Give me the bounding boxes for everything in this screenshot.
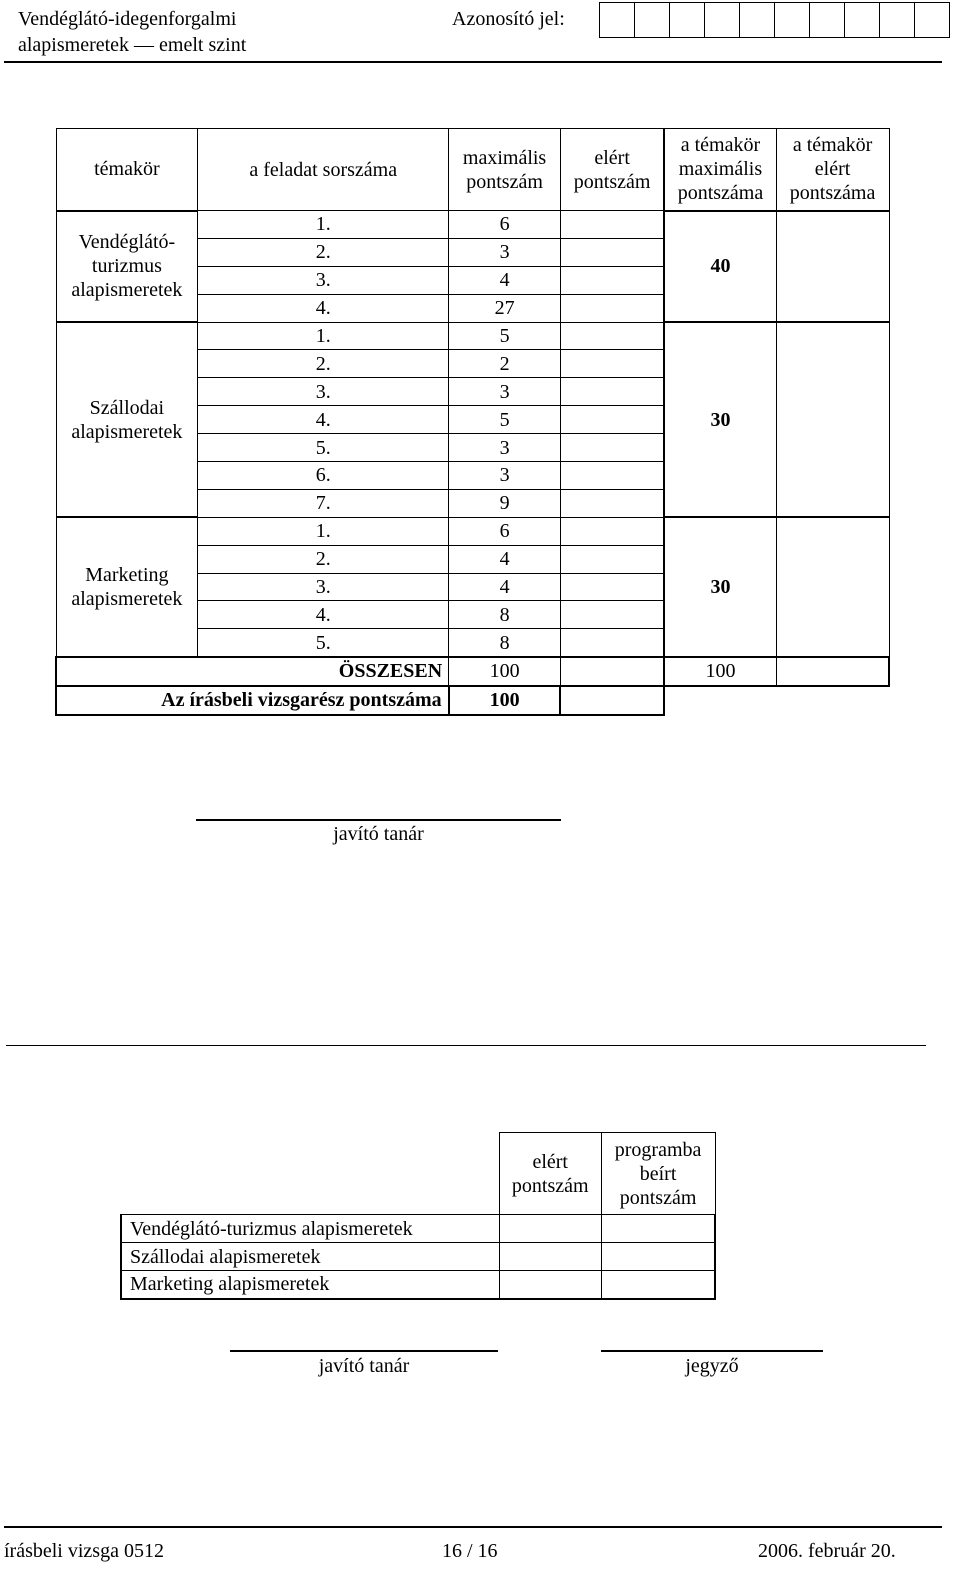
task-max-points: 3: [449, 238, 561, 266]
summary-header-empty: [121, 1133, 499, 1215]
task-max-points: 9: [449, 489, 561, 517]
summary-achieved-cell[interactable]: [499, 1243, 601, 1271]
id-box[interactable]: [739, 2, 775, 38]
signature-line-1: [196, 819, 561, 821]
id-boxes: [600, 2, 950, 38]
signature-line-clerk: [601, 1350, 823, 1352]
signature-label-clerk: jegyző: [685, 1355, 739, 1377]
task-achieved-points[interactable]: [560, 350, 664, 378]
header-topic-achieved: a témakör elért pontszáma: [776, 129, 889, 211]
task-number: 4.: [198, 601, 449, 629]
task-max-points: 6: [449, 517, 561, 545]
score-table: [55, 128, 890, 716]
header-task-no: a feladat sorszáma: [198, 129, 449, 211]
total-topic-max: 100: [664, 657, 776, 686]
id-box[interactable]: [879, 2, 915, 38]
task-max-points: 5: [449, 322, 561, 350]
written-label: Az írásbeli vizsgarész pontszáma: [56, 686, 449, 715]
topic-name: Szállodai alapismeretek: [56, 322, 198, 517]
topic-max-points: 30: [664, 517, 776, 656]
id-label: Azonosító jel:: [452, 8, 565, 30]
written-max: 100: [449, 686, 561, 715]
footer-left: írásbeli vizsga 0512: [4, 1540, 164, 1562]
summary-row-label: Vendéglátó-turizmus alapismeretek: [121, 1215, 499, 1243]
header-title: [18, 6, 246, 58]
footer-page: 16 / 16: [442, 1540, 498, 1562]
signature-line-corrector: [230, 1350, 498, 1352]
task-max-points: 3: [449, 462, 561, 490]
task-max-points: 4: [449, 266, 561, 294]
task-achieved-points[interactable]: [560, 462, 664, 490]
topic-max-points: 30: [664, 322, 776, 517]
footer-date: 2006. február 20.: [758, 1540, 896, 1562]
topic-name: Vendéglátó-turizmus alapismeretek: [56, 211, 198, 323]
header-achieved: elért pontszám: [560, 129, 664, 211]
section-divider: [6, 1045, 926, 1046]
task-max-points: 3: [449, 434, 561, 462]
task-achieved-points[interactable]: [560, 545, 664, 573]
header-topic-max: a témakör maximális pontszáma: [664, 129, 776, 211]
task-achieved-points[interactable]: [560, 238, 664, 266]
id-box[interactable]: [914, 2, 950, 38]
id-box[interactable]: [844, 2, 880, 38]
task-max-points: 8: [449, 601, 561, 629]
task-achieved-points[interactable]: [560, 406, 664, 434]
task-number: 1.: [198, 322, 449, 350]
table-row: [56, 322, 889, 350]
id-box[interactable]: [809, 2, 845, 38]
task-achieved-points[interactable]: [560, 322, 664, 350]
summary-table: [120, 1132, 716, 1300]
topic-achieved-points[interactable]: [776, 322, 889, 517]
id-box[interactable]: [704, 2, 740, 38]
task-max-points: 8: [449, 629, 561, 657]
header-title-line1: Vendéglátó-idegenforgalmi: [18, 8, 237, 30]
topic-name: Marketing alapismeretek: [56, 517, 198, 656]
summary-entered-cell[interactable]: [601, 1215, 715, 1243]
task-number: 7.: [198, 489, 449, 517]
signature-label-corrector: javító tanár: [318, 1355, 410, 1377]
summary-entered-cell[interactable]: [601, 1271, 715, 1299]
summary-row: [121, 1243, 715, 1271]
summary-header-entered: programba beírt pontszám: [601, 1133, 715, 1215]
task-achieved-points[interactable]: [560, 489, 664, 517]
task-max-points: 4: [449, 545, 561, 573]
task-max-points: 3: [449, 378, 561, 406]
written-achieved[interactable]: [560, 686, 664, 715]
task-achieved-points[interactable]: [560, 629, 664, 657]
header-topic: témakör: [56, 129, 198, 211]
header-max-points: maximális pontszám: [449, 129, 561, 211]
task-number: 5.: [198, 434, 449, 462]
task-number: 1.: [198, 517, 449, 545]
task-number: 5.: [198, 629, 449, 657]
task-number: 3.: [198, 378, 449, 406]
topic-achieved-points[interactable]: [776, 211, 889, 323]
task-number: 1.: [198, 211, 449, 239]
table-row: [56, 211, 889, 239]
summary-row: [121, 1271, 715, 1299]
summary-row: [121, 1215, 715, 1243]
total-achieved-points[interactable]: [560, 657, 664, 686]
task-achieved-points[interactable]: [560, 211, 664, 239]
task-number: 2.: [198, 350, 449, 378]
header-divider: [4, 61, 942, 63]
summary-row-label: Szállodai alapismeretek: [121, 1243, 499, 1271]
task-number: 6.: [198, 462, 449, 490]
total-row: [56, 657, 889, 686]
empty-cell: [664, 686, 776, 715]
table-row: [56, 517, 889, 545]
task-achieved-points[interactable]: [560, 573, 664, 601]
id-box[interactable]: [599, 2, 635, 38]
footer-divider: [4, 1526, 942, 1528]
task-achieved-points[interactable]: [560, 266, 664, 294]
task-achieved-points[interactable]: [560, 294, 664, 322]
task-achieved-points[interactable]: [560, 378, 664, 406]
task-number: 3.: [198, 573, 449, 601]
summary-achieved-cell[interactable]: [499, 1215, 601, 1243]
task-max-points: 6: [449, 211, 561, 239]
task-max-points: 2: [449, 350, 561, 378]
total-label: ÖSSZESEN: [56, 657, 449, 686]
task-achieved-points[interactable]: [560, 434, 664, 462]
id-box[interactable]: [669, 2, 705, 38]
task-max-points: 5: [449, 406, 561, 434]
task-max-points: 27: [449, 294, 561, 322]
header-title-line2: alapismeretek — emelt szint: [18, 34, 247, 56]
topic-max-points: 40: [664, 211, 776, 323]
summary-row-label: Marketing alapismeretek: [121, 1271, 499, 1299]
id-box[interactable]: [774, 2, 810, 38]
task-max-points: 4: [449, 573, 561, 601]
task-number: 2.: [198, 238, 449, 266]
topic-achieved-points[interactable]: [776, 517, 889, 656]
total-topic-achieved[interactable]: [776, 657, 889, 686]
id-box[interactable]: [634, 2, 670, 38]
task-achieved-points[interactable]: [560, 517, 664, 545]
task-achieved-points[interactable]: [560, 601, 664, 629]
task-number: 2.: [198, 545, 449, 573]
written-row: [56, 686, 889, 715]
summary-achieved-cell[interactable]: [499, 1271, 601, 1299]
task-number: 4.: [198, 294, 449, 322]
task-number: 4.: [198, 406, 449, 434]
summary-header-achieved: elért pontszám: [499, 1133, 601, 1215]
total-max-points: 100: [449, 657, 561, 686]
empty-cell: [776, 686, 889, 715]
signature-label-1: javító tanár: [333, 823, 424, 845]
summary-entered-cell[interactable]: [601, 1243, 715, 1271]
task-number: 3.: [198, 266, 449, 294]
